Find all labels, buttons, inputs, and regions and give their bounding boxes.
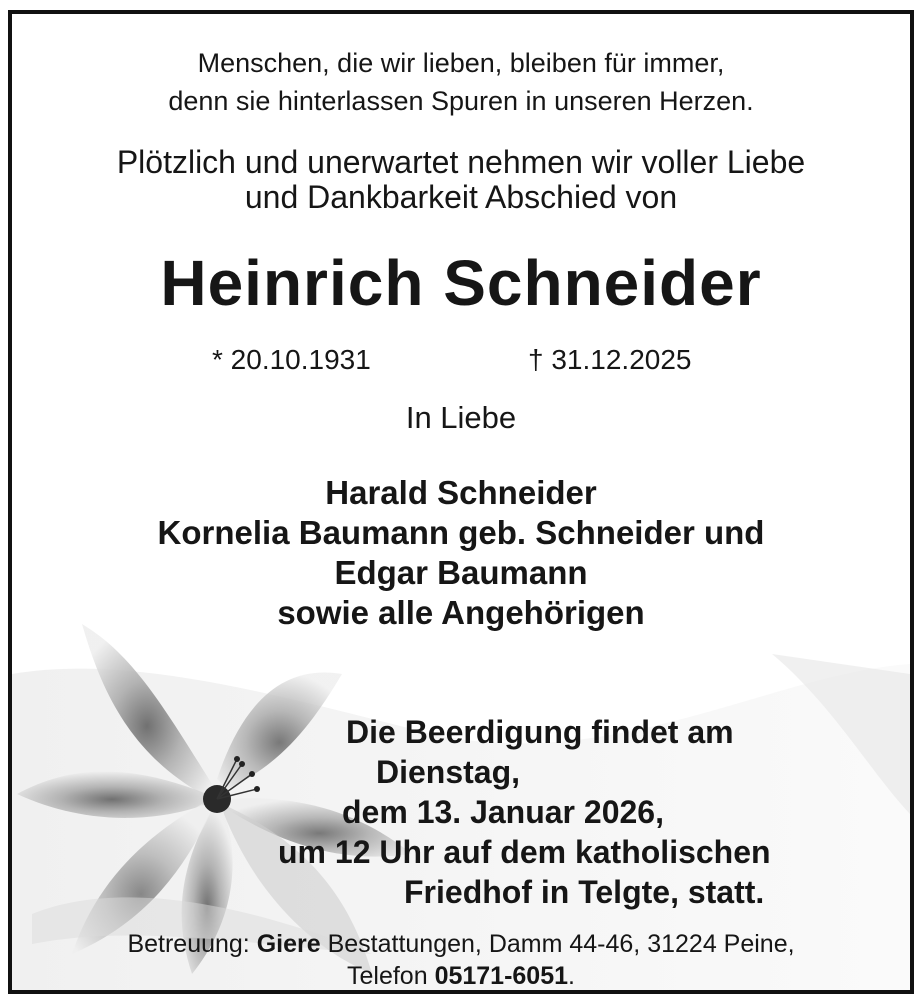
funeral-home-phone: [12, 962, 910, 991]
deceased-name: Heinrich Schneider: [160, 247, 762, 319]
obituary-frame: [8, 10, 914, 994]
in-love-label: In Liebe: [405, 400, 517, 435]
verse-line-2: denn sie hinterlassen Spuren in unseren Herzen.: [168, 86, 754, 116]
care-label: Betreuung:: [127, 930, 257, 958]
company-address: Bestattungen, Damm 44-46, 31224 Peine,: [320, 930, 795, 958]
funeral-line-3: dem 13. Januar 2026,: [342, 794, 664, 830]
funeral-line-1: Die Beerdigung findet am: [346, 714, 734, 750]
mourner-3: Edgar Baumann: [334, 554, 588, 591]
verse-line-1: Menschen, die wir lieben, bleiben für immer,: [197, 48, 725, 78]
phone-label: Telefon: [347, 962, 435, 990]
birth-date: * 20.10.1931: [212, 344, 371, 375]
intro-line-1: Plötzlich und unerwartet nehmen wir voller Liebe: [116, 144, 806, 180]
funeral-line-2: Dienstag,: [376, 754, 521, 790]
phone-end: .: [568, 962, 575, 990]
intro-line-2: und Dankbarkeit Abschied von: [244, 179, 678, 215]
phone-number: 05171-6051: [434, 962, 569, 990]
funeral-line-4: um 12 Uhr auf dem katholischen: [278, 834, 771, 870]
mourner-4: sowie alle Angehörigen: [277, 594, 645, 631]
funeral-home-address: [12, 930, 910, 959]
mourner-2: Kornelia Baumann geb. Schneider und: [157, 514, 765, 551]
funeral-line-5: Friedhof in Telgte, statt.: [404, 874, 765, 910]
company-name: Giere: [256, 930, 321, 958]
death-date: † 31.12.2025: [528, 344, 692, 375]
mourner-1: Harald Schneider: [325, 474, 597, 511]
